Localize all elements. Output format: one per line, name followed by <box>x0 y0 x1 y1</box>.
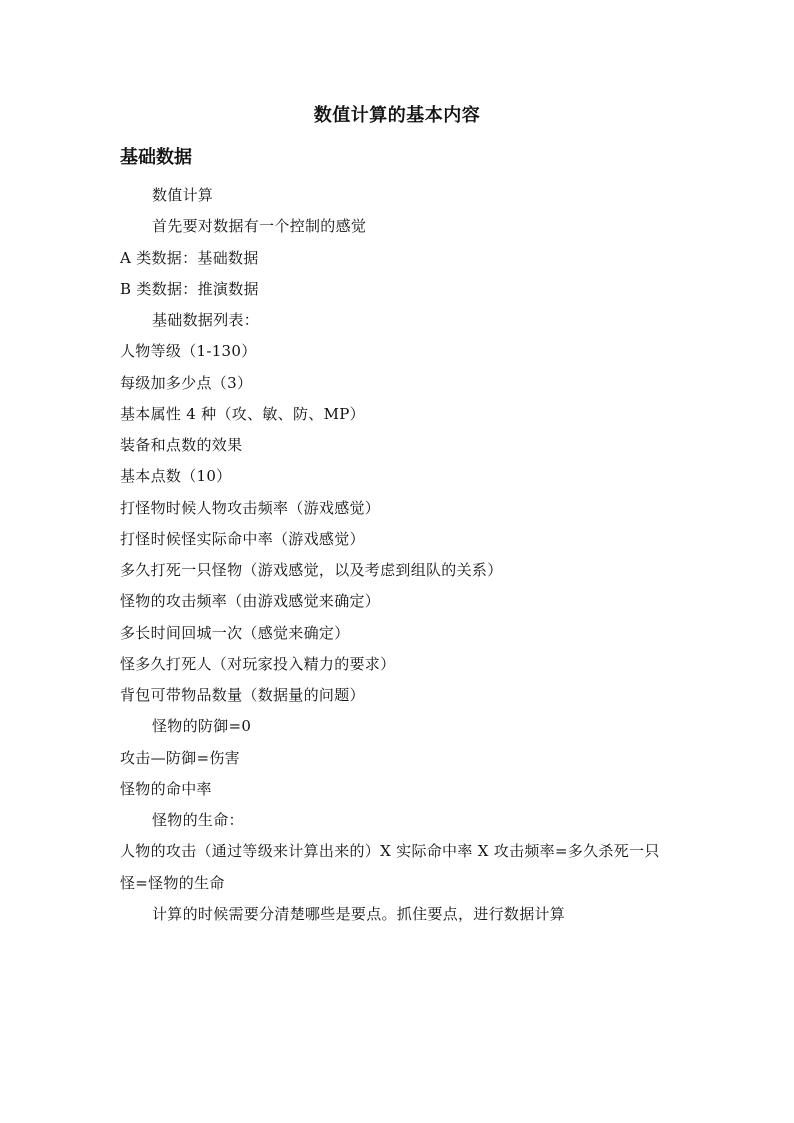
paragraph-line: 多久打死一只怪物（游戏感觉，以及考虑到组队的关系） <box>120 561 503 579</box>
paragraph-line: 基础数据列表： <box>152 311 260 329</box>
paragraph-line: 怪物的攻击频率（由游戏感觉来确定） <box>120 592 381 611</box>
paragraph-line: 怪物的生命： <box>152 811 244 829</box>
document-title: 数值计算的基本内容 <box>313 105 481 126</box>
paragraph-line: 打怪物时候人物攻击频率（游戏感觉） <box>120 498 381 517</box>
section-heading: 基础数据 <box>120 147 192 168</box>
document-body <box>120 180 680 930</box>
paragraph-line: 人物的攻击（通过等级来计算出来的）X 实际命中率 X 攻击频率=多久杀死一只 <box>120 842 660 861</box>
paragraph-line: 首先要对数据有一个控制的感觉 <box>152 217 367 236</box>
paragraph-line: 打怪时候怪实际命中率（游戏感觉） <box>120 529 365 548</box>
paragraph-line: 计算的时候需要分清楚哪些是要点。抓住要点，进行数据计算 <box>152 904 566 923</box>
paragraph-line: 攻击—防御=伤害 <box>120 748 240 767</box>
paragraph-line: 每级加多少点（3） <box>120 373 253 392</box>
paragraph-line: 多长时间回城一次（感觉来确定） <box>120 623 350 642</box>
paragraph-line: 人物等级（1-130） <box>120 342 257 361</box>
paragraph-line: 装备和点数的效果 <box>120 436 243 454</box>
paragraph-line: 背包可带物品数量（数据量的问题） <box>120 686 365 704</box>
paragraph-line: B 类数据：推演数据 <box>120 279 259 298</box>
paragraph-line: 基本属性 4 种（攻、敏、防、MP） <box>120 404 365 423</box>
paragraph-line: 怪物的命中率 <box>120 779 212 798</box>
paragraph-line: 怪=怪物的生命 <box>120 873 225 892</box>
paragraph-line: 基本点数（10） <box>120 467 232 486</box>
paragraph-line: 怪物的防御=0 <box>152 717 252 736</box>
paragraph-line: 数值计算 <box>152 186 214 204</box>
paragraph-line: A 类数据：基础数据 <box>120 248 259 267</box>
paragraph-line: 怪多久打死人（对玩家投入精力的要求） <box>120 654 396 673</box>
